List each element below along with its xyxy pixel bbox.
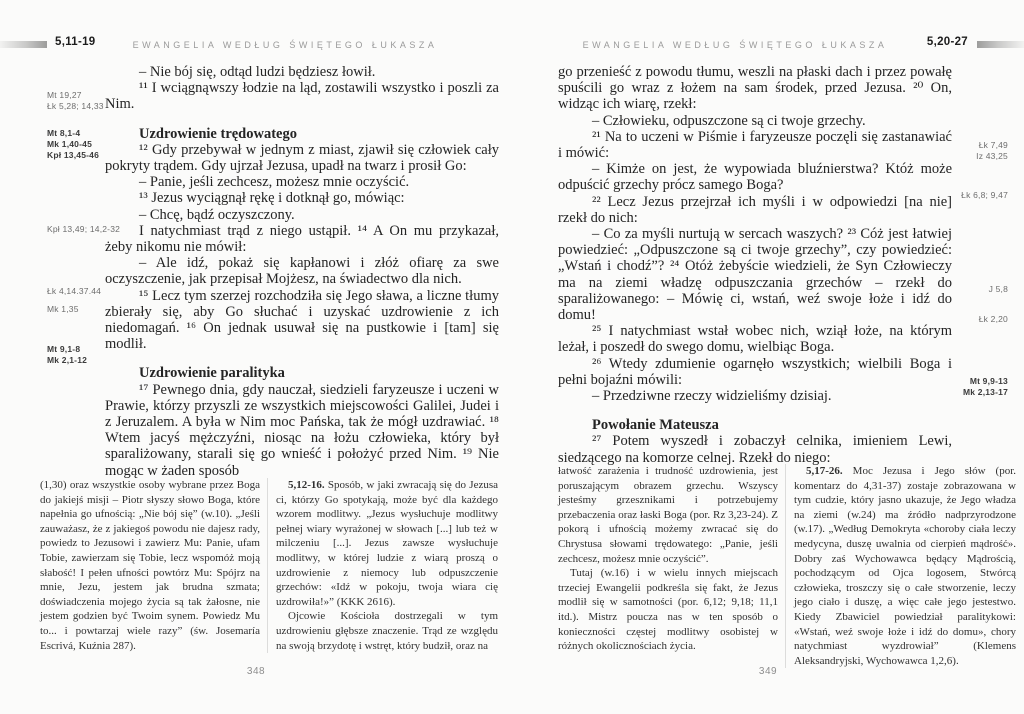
cross-reference: Mt 19,27 [47,90,82,100]
cross-reference: Kpł 13,49; 14,2-32 [47,224,121,234]
verse-paragraph: go przenieść z powodu tłumu, weszli na płaski dach i przez powałę spuścili go wraz z łożem na sam środek, przed Jezusa. ²⁰ On, widząc ich wiarę, rzekł: [558,64,952,113]
verse-paragraph: ²⁷ Potem wyszedł i zobaczył celnika, imieniem Lewi, siedzącego na komorze celnej. Rzekł do niego: [558,433,952,466]
chapter-verse-range: 5,20-27 [926,36,968,48]
commentary-lead: 5,12-16. [288,479,325,491]
cross-reference: Mt 9,1-8 [47,344,81,354]
header-gradient-bar [0,41,47,48]
cross-reference: Mt 8,1-4 [47,128,81,138]
commentary-lead: 5,17-26. [806,465,843,477]
running-title: EWANGELIA WEDŁUG ŚWIĘTEGO ŁUKASZA [582,40,888,50]
commentary-text: Sposób, w jaki zwracają się do Jezusa ci, którzy Go spotykają, może być dla każdego wzorem modlitwy. „Jezus wysłuchuje modlitwy pełnej wiary wyrażonej w słowach [...] lub też w milczeniu [...]. Jezus zawsze wysłuchuje modlitwy, w której ludzie z wiarą proszą o uzdrowienie z niemocy lub odpuszczenie grzechów: «Idź w pokoju, twoja wiara cię uzdrowiła!»” (KKK 2616). [276,479,498,608]
cross-reference: Łk 4,14.37.44 [47,286,102,296]
dialogue-line: – Ale idź, pokaż się kapłanowi i złóż ofiarę za swe oczyszczenie, jak przepisał Mojżesz, na świadectwo dla nich. [105,255,499,288]
commentary-column-1 [558,464,778,668]
cross-reference: Łk 5,28; 14,33 [47,101,104,111]
dialogue-line: – Kimże on jest, że wypowiada bluźnierstwa? Któż może odpuścić grzechy prócz samego Boga? [558,161,952,194]
verse-paragraph: ²² Lecz Jezus przejrzał ich myśli i w odpowiedzi [na nie] rzekł do nich: [558,193,952,226]
right-page [512,0,1024,714]
commentary-paragraph [794,464,1016,668]
cross-reference: Mk 1,40-45 [47,139,92,149]
commentary-column-2 [267,478,498,653]
cross-reference: Łk 2,20 [978,314,1008,324]
cross-reference: Mt 9,9-13 [969,376,1008,386]
commentary-column-1 [40,478,260,653]
commentary-paragraph [276,478,498,609]
cross-reference: Kpł 13,45-46 [47,150,100,160]
cross-reference: J 5,8 [988,284,1008,294]
cross-reference: Mk 2,13-17 [963,387,1008,397]
commentary-block [40,478,498,653]
scripture-text [558,64,952,466]
cross-reference: Iz 43,25 [976,151,1008,161]
section-heading: Uzdrowienie paralityka [139,365,285,382]
commentary-column-2 [785,464,1016,668]
dialogue-line: – Człowieku, odpuszczone są ci twoje grzechy. [592,112,866,129]
page-number: 348 [246,666,266,677]
commentary-paragraph: Ojcowie Kościoła dostrzegali w tym uzdrowieniu głębsze znaczenie. Trąd ze względu na swoją brzydotę i wstręt, który budził, oraz na [276,610,498,652]
verse-paragraph: ¹⁷ Pewnego dnia, gdy nauczał, siedzieli faryzeusze i uczeni w Prawie, którzy przyszli ze wszystkich miejscowości Galilei, Judei i z Jeruzalem. A była w Nim moc Pańska, tak że mógł uzdrawiać. ¹⁸ Wtem jacyś mężczyźni, niosąc na łożu człowieka, który był sparaliżowany, starali się go wnieść i położyć przed Nim. ¹⁹ Nie mogąc w żaden sposób [105,381,499,479]
cross-reference: Łk 6,8; 9,47 [961,190,1008,200]
chapter-verse-range: 5,11-19 [55,36,96,48]
commentary-paragraph: Tutaj (w.16) i w wielu innych miejscach trzeciej Ewangelii podkreśla się fakt, że Jezus modlił się w samotności (por. 6,12; 9,18; 11,1 itd.). Mistrz poucza nas w ten sposób o konieczności częstej modlitwy osobistej w różnych okolicznościach życia. [558,567,778,653]
dialogue-line: – Chcę, bądź oczyszczony. [139,206,295,223]
scripture-text [105,64,499,479]
header-gradient-bar [977,41,1024,48]
commentary-text: Moc Jezusa i Jego słów (por. komentarz do 4,31-37) zostaje zobrazowana w tym cudzie, który jasno ukazuje, że Jego władza na ziemi (w.24) ma źródło nadprzyrodzone (w.17). „Według Demokryta «choroby ciała leczy medycyna, duszę uwalnia od cierpień mądrość». Dobry zaś Wychowawca będący Mądrością, pochodzącym od Ojca logosem, Stwórcą człowieka, troszczy się o całe stworzenie, leczy jego ciało i duszę, a więc całe jego jestestwo. Kiedy Zbawiciel powiedział paralitykowi: «Wstań, weź swoje łoże i idź do domu», chory natychmiast wyzdrowiał” (Klemens Aleksandryjski, Wychowawca 1,2,6). [794,465,1016,667]
commentary-paragraph: łatwość zarażenia i trudność uzdrowienia, jest poruszającym obrazem grzechu. Wszyscy jesteśmy grzesznikami i potrzebujemy przebaczenia oraz łaski Boga (por. Rz 3,23-24). Z pokorą i ufnością możemy zwracać się do Chrystusa słowami trędowatego: „Panie, jeśli zechcesz, możesz mnie oczyścić”. [558,465,778,565]
dialogue-line: – Nie bój się, odtąd ludzi będziesz łowił. [139,64,376,80]
dialogue-line: – Przedziwne rzeczy widzieliśmy dzisiaj. [592,388,832,405]
commentary-paragraph: (1,30) oraz wszystkie osoby wybrane przez Boga do jakiejś misji – Piotr słyszy słowo Boga, które napełnia go ufnością: „Nie bój się” (w.10). „Jeśli zauważasz, że z jakiegoś powodu nie dajesz rady, powiedz to Jezusowi i zawierz Mu: Panie, ufam Tobie, zawierzam się Tobie, lecz wspomóż moją słabość! I pełen ufności powtórz Mu: Spójrz na mnie, Jezu, jestem jak brudna szmata; doświadczenia mojego życia są tak żałosne, nie jestem godzien być Twoim synem. Powiedz Mu to... i powtarzaj wiele razy” (św. Josemaría Escrivá, Kuźnia 287). [40,479,260,652]
section-heading: Uzdrowienie trędowatego [139,125,297,142]
verse-paragraph: ¹⁵ Lecz tym szerzej rozchodziła się Jego sława, a liczne tłumy zbierały się, aby Go słuchać i uzyskać uzdrowienie z ich niedomagań. ¹⁶ On jednak usuwał się na pustkowie i [tam] się modlił. [105,287,499,353]
running-title: EWANGELIA WEDŁUG ŚWIĘTEGO ŁUKASZA [132,40,438,50]
verse-paragraph: ²⁵ I natychmiast wstał wobec nich, wziął łoże, na którym leżał, i poszedł do swego domu, wielbiąc Boga. [558,323,952,356]
verse-paragraph: ²⁶ Wtedy zdumienie ogarnęło wszystkich; wielbili Boga i pełni bojaźni mówili: [558,355,952,388]
cross-reference: Mk 1,35 [47,304,79,314]
commentary-block [558,464,1016,668]
dialogue-line: – Co za myśli nurtują w sercach waszych? ²³ Cóż jest łatwiej powiedzieć: „Odpuszczone są ci twoje grzechy”, czy powiedzieć: „Wstań i chodź”? ²⁴ Otóż żebyście wiedzieli, że Syn Człowieczy ma na ziemi władzę odpuszczania grzechów – rzekł do sparaliżowanego: – Mówię ci, wstań, weź swoje łoże i idź do domu! [558,226,952,324]
verse-paragraph: ¹² Gdy przebywał w jednym z miast, zjawił się człowiek cały pokryty trądem. Gdy ujrzał Jezusa, upadł na twarz i prosił Go: [105,141,499,175]
verse-paragraph: ¹¹ I wciągnąwszy łodzie na ląd, zostawili wszystko i poszli za Nim. [105,80,499,113]
section-heading: Powołanie Mateusza [592,417,719,434]
cross-reference: Mk 2,1-12 [47,355,88,365]
cross-reference: Łk 7,49 [978,140,1008,150]
verse-paragraph: ²¹ Na to uczeni w Piśmie i faryzeusze poczęli się zastanawiać i mówić: [558,128,952,162]
verse-paragraph: I natychmiast trąd z niego ustąpił. ¹⁴ A On mu przykazał, żeby nikomu nie mówił: [105,222,499,256]
verse-paragraph: ¹³ Jezus wyciągnął rękę i dotknął go, mówiąc: [139,190,405,207]
dialogue-line: – Panie, jeśli zechcesz, możesz mnie oczyścić. [139,174,410,191]
page-number: 349 [758,666,778,677]
